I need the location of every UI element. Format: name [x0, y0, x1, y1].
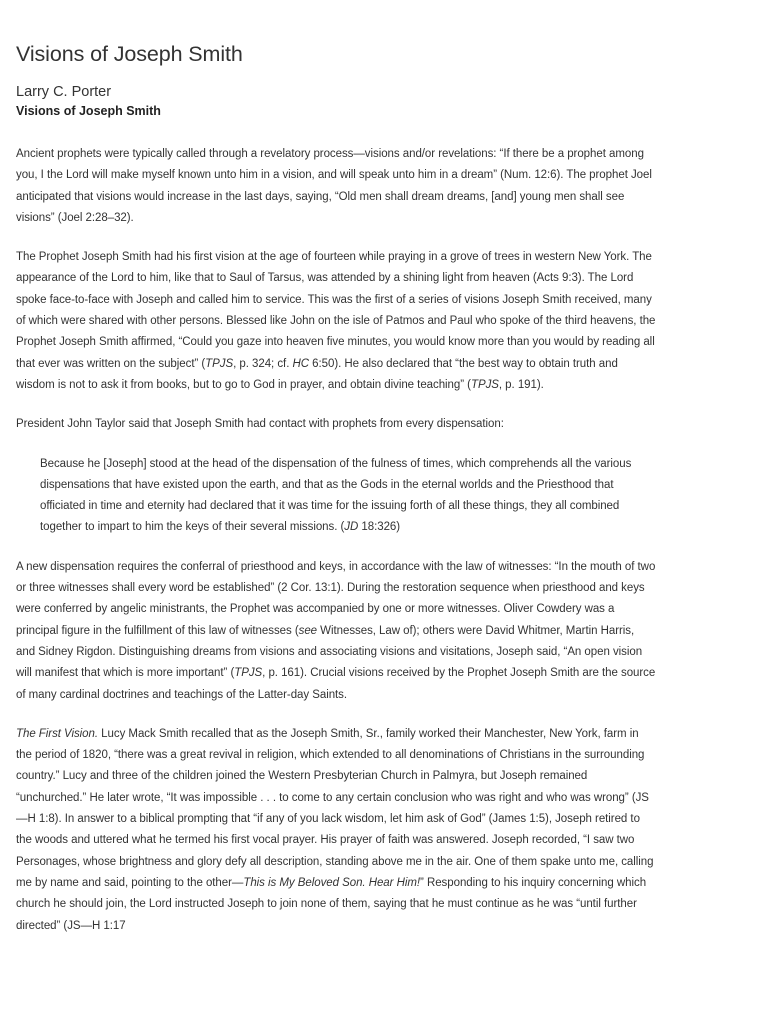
paragraph [16, 414, 656, 435]
block-quote [16, 454, 656, 539]
article-title: Visions of Joseph Smith [16, 42, 243, 66]
italic-text: TPJS [205, 357, 234, 370]
text-run: President John Taylor said that Joseph Smith had contact with prophets from every dispensation: [16, 418, 504, 431]
article-author: Larry C. Porter [16, 84, 112, 100]
italic-text: see [298, 624, 318, 637]
text-run: Lucy Mack Smith recalled that as the Joseph Smith, Sr., family worked their Manchester, New York, farm in the period of 1820, “there was a great revival in religion, which extended to all denominations of Christians in the surrounding country.” Lucy and three of the children joined the Western Presbyterian Church in Palmyra, but Joseph remained “unchurched.” He later wrote, “It was impossible . . . to come to any certain conclusion who was right and who was wrong” (JS—H 1:8). In answer to a biblical prompting that “if any of you lack wisdom, let him ask of God” (James 1:5), Joseph retired to the woods and uttered what he termed his first vocal prayer. His prayer of faith was answered. Joseph recorded, “I saw two Personages, whose brightness and glory defy all description, standing above me in the air. One of them spake unto me, calling me by name and said, pointing to the other— [16, 727, 654, 889]
text-run: , p. 324; cf. [233, 357, 293, 370]
text-run: Witnesses, Law of); others were David Whitmer, Martin Harris, and Sidney Rigdon. Distinguishing dreams from visions and associating visions and visitations, Joseph said, “An open vision will manifest that which is more important” ( [16, 624, 643, 680]
text-run: 18:326) [358, 521, 401, 534]
article-body [16, 144, 656, 937]
paragraph [16, 247, 656, 396]
italic-text: JD [344, 521, 359, 534]
text-run: , p. 191). [498, 378, 544, 391]
text-run: A new dispensation requires the conferral of priesthood and keys, in accordance with the law of witnesses: “In the mouth of two or three witnesses shall every word be established” (2 Cor. 13:1). During the restoration sequence when priesthood and keys were conferred by angelic ministrants, the Prophet was accompanied by one or more witnesses. Oliver Cowdery was a principal figure in the fulfillment of this law of witnesses ( [16, 560, 656, 637]
italic-text: TPJS [234, 667, 263, 680]
paragraph [16, 557, 656, 706]
italic-text: The First Vision. [16, 727, 99, 740]
text-run: ” Responding to his inquiry concerning which church he should join, the Lord instructed Joseph to join none of them, saying that he must continue as he was “until further directed” (JS—H 1:17 [16, 876, 647, 932]
article-subtitle: Visions of Joseph Smith [16, 104, 161, 118]
paragraph [16, 144, 656, 229]
text-run: The Prophet Joseph Smith had his first vision at the age of fourteen while praying in a grove of trees in western New York. The appearance of the Lord to him, like that to Saul of Tarsus, was attended by a shining light from heaven (Acts 9:3). The Lord spoke face-to-face with Joseph and called him to service. This was the first of a series of visions Joseph Smith received, many of which were shared with other persons. Blessed like John on the isle of Patmos and Paul who spoke of the third heavens, the Prophet Joseph Smith affirmed, “Could you gaze into heaven five minutes, you would know more than you would by reading all that ever was written on the subject” ( [16, 251, 656, 370]
article [16, 38, 656, 955]
text-run: 6:50). He also declared that “the best way to obtain truth and wisdom is not to ask it from books, but to go to God in prayer, and obtain divine teaching” ( [16, 357, 618, 391]
text-run: Ancient prophets were typically called through a revelatory process—visions and/or revelations: “If there be a prophet among you, I the Lord will make myself known unto him in a vision, and will speak unto him in a dream” (Num. 12:6). The prophet Joel anticipated that visions would increase in the last days, saying, “Old men shall dream dreams, [and] young men shall see visions” (Joel 2:28–32). [16, 148, 652, 224]
italic-text: TPJS [470, 378, 499, 391]
italic-text: HC [292, 357, 309, 370]
text-run: , p. 161). Crucial visions received by the Prophet Joseph Smith are the source of many cardinal doctrines and teachings of the Latter-day Saints. [16, 667, 656, 701]
text-run: Because he [Joseph] stood at the head of the dispensation of the fulness of times, which comprehends all the various dispensations that have existed upon the earth, and that as the Gods in the eternal worlds and the Priesthood that officiated in time and eternity had declared that it was time for the issuing forth of all these things, they all combined together to impart to him the keys of their several missions. ( [40, 457, 632, 534]
italic-text: This is My Beloved Son. Hear Him! [243, 876, 421, 889]
paragraph [16, 724, 656, 937]
